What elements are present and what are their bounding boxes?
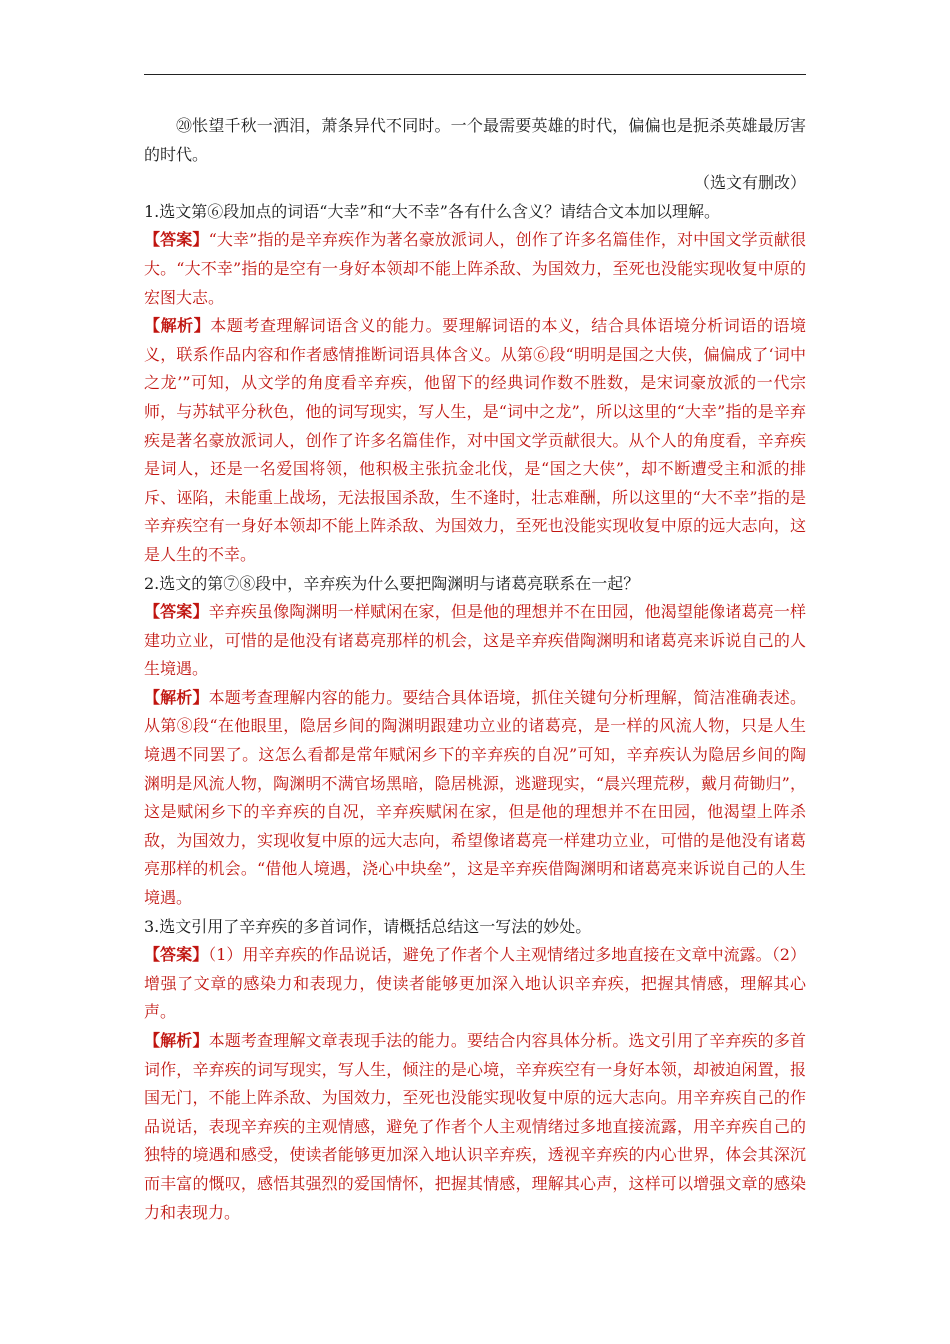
analysis-3 — [144, 1027, 806, 1227]
analysis-tag: 【解析】 — [144, 687, 209, 707]
document-body — [144, 112, 806, 1227]
question-1: 1.选文第⑥段加点的词语“大幸”和“大不幸”各有什么含义？请结合文本加以理解。 — [144, 201, 720, 221]
source-note: （选文有删改） — [693, 173, 806, 193]
analysis-text: 本题考查理解文章表现手法的能力。要结合内容具体分析。选文引用了辛弃疾的多首词作，辛弃疾的词写现实，写人生，倾注的是心境，辛弃疾空有一身好本领，却被迫闲置，报国无门，不能上阵杀敌、为国效力，至死也没能实现收复中原的远大志向。用辛弃疾自己的作品说话，表现辛弃疾的主观情感，避免了作者个人主观情绪过多地直接流露，用辛弃疾自己的独特的境遇和感受，使读者能够更加深入地认识辛弃疾，透视辛弃疾的内心世界，体会其深沉而丰富的慨叹，感悟其强烈的爱国情怀，把握其情感，理解其心声，这样可以增强文章的感染力和表现力。 — [144, 1031, 806, 1222]
answer-text: （1）用辛弃疾的作品说话，避免了作者个人主观情绪过多地直接在文章中流露。（2）增强了文章的感染力和表现力，使读者能够更加深入地认识辛弃疾，把握其情感，理解其心声。 — [144, 945, 806, 1022]
answer-1 — [144, 226, 806, 312]
question-2: 2.选文的第⑦⑧段中，辛弃疾为什么要把陶渊明与诸葛亮联系在一起？ — [144, 573, 640, 593]
answer-tag: 【答案】 — [144, 602, 209, 622]
answer-3 — [144, 941, 806, 1027]
answer-2 — [144, 598, 806, 684]
header-rule — [144, 74, 806, 75]
analysis-tag: 【解析】 — [144, 1031, 209, 1050]
passage-paragraph-20: ⑳怅望千秋一洒泪，萧条异代不同时。一个最需要英雄的时代，偏偏也是扼杀英雄最厉害的时代。 — [144, 116, 806, 164]
answer-tag: 【答案】 — [144, 945, 209, 965]
answer-tag: 【答案】 — [144, 230, 209, 250]
analysis-1 — [144, 312, 806, 569]
question-3: 3.选文引用了辛弃疾的多首词作，请概括总结这一写法的妙处。 — [144, 916, 592, 936]
answer-text: “大幸”指的是辛弃疾作为著名豪放派词人，创作了许多名篇佳作，对中国文学贡献很大。“大不幸”指的是空有一身好本领却不能上阵杀敌、为国效力，至死也没能实现收复中原的宏图大志。 — [144, 230, 806, 307]
answer-text: 辛弃疾虽像陶渊明一样赋闲在家，但是他的理想并不在田园，他渴望能像诸葛亮一样建功立业，可惜的是他没有诸葛亮那样的机会，这是辛弃疾借陶渊明和诸葛亮来诉说自己的人生境遇。 — [144, 602, 806, 679]
analysis-2 — [144, 684, 806, 913]
analysis-text: 本题考查理解词语含义的能力。要理解词语的本义，结合具体语境分析词语的语境义，联系作品内容和作者感情推断词语具体含义。从第⑥段“明明是国之大侠，偏偏成了‘词中之龙’”可知，从文学的角度看辛弃疾，他留下的经典词作数不胜数，是宋词豪放派的一代宗师，与苏轼平分秋色，他的词写现实，写人生，是“词中之龙”，所以这里的“大幸”指的是辛弃疾是著名豪放派词人，创作了许多名篇佳作，对中国文学贡献很大。从个人的角度看，辛弃疾是词人，还是一名爱国将领，他积极主张抗金北伐，是“国之大侠”，却不断遭受主和派的排斥、诬陷，未能重上战场，无法报国杀敌，生不逢时，壮志难酬，所以这里的“大不幸”指的是辛弃疾空有一身好本领却不能上阵杀敌、为国效力，至死也没能实现收复中原的远大志向，这是人生的不幸。 — [144, 316, 806, 564]
analysis-text: 本题考查理解内容的能力。要结合具体语境，抓住关键句分析理解，简洁准确表述。从第⑧段“在他眼里，隐居乡间的陶渊明跟建功立业的诸葛亮，是一样的风流人物，只是人生境遇不同罢了。这怎么看都是常年赋闲乡下的辛弃疾的自况”可知，辛弃疾认为隐居乡间的陶渊明是风流人物，陶渊明不满官场黑暗，隐居桃源，逃避现实，“晨兴理荒秽，戴月荷锄归”，这是赋闲乡下的辛弃疾的自况，辛弃疾赋闲在家，但是他的理想并不在田园，他渴望上阵杀敌，为国效力，实现收复中原的远大志向，希望像诸葛亮一样建功立业，可惜的是他没有诸葛亮那样的机会。“借他人境遇，浇心中块垒”，这是辛弃疾借陶渊明和诸葛亮来诉说自己的人生境遇。 — [144, 687, 806, 908]
analysis-tag: 【解析】 — [144, 316, 211, 336]
